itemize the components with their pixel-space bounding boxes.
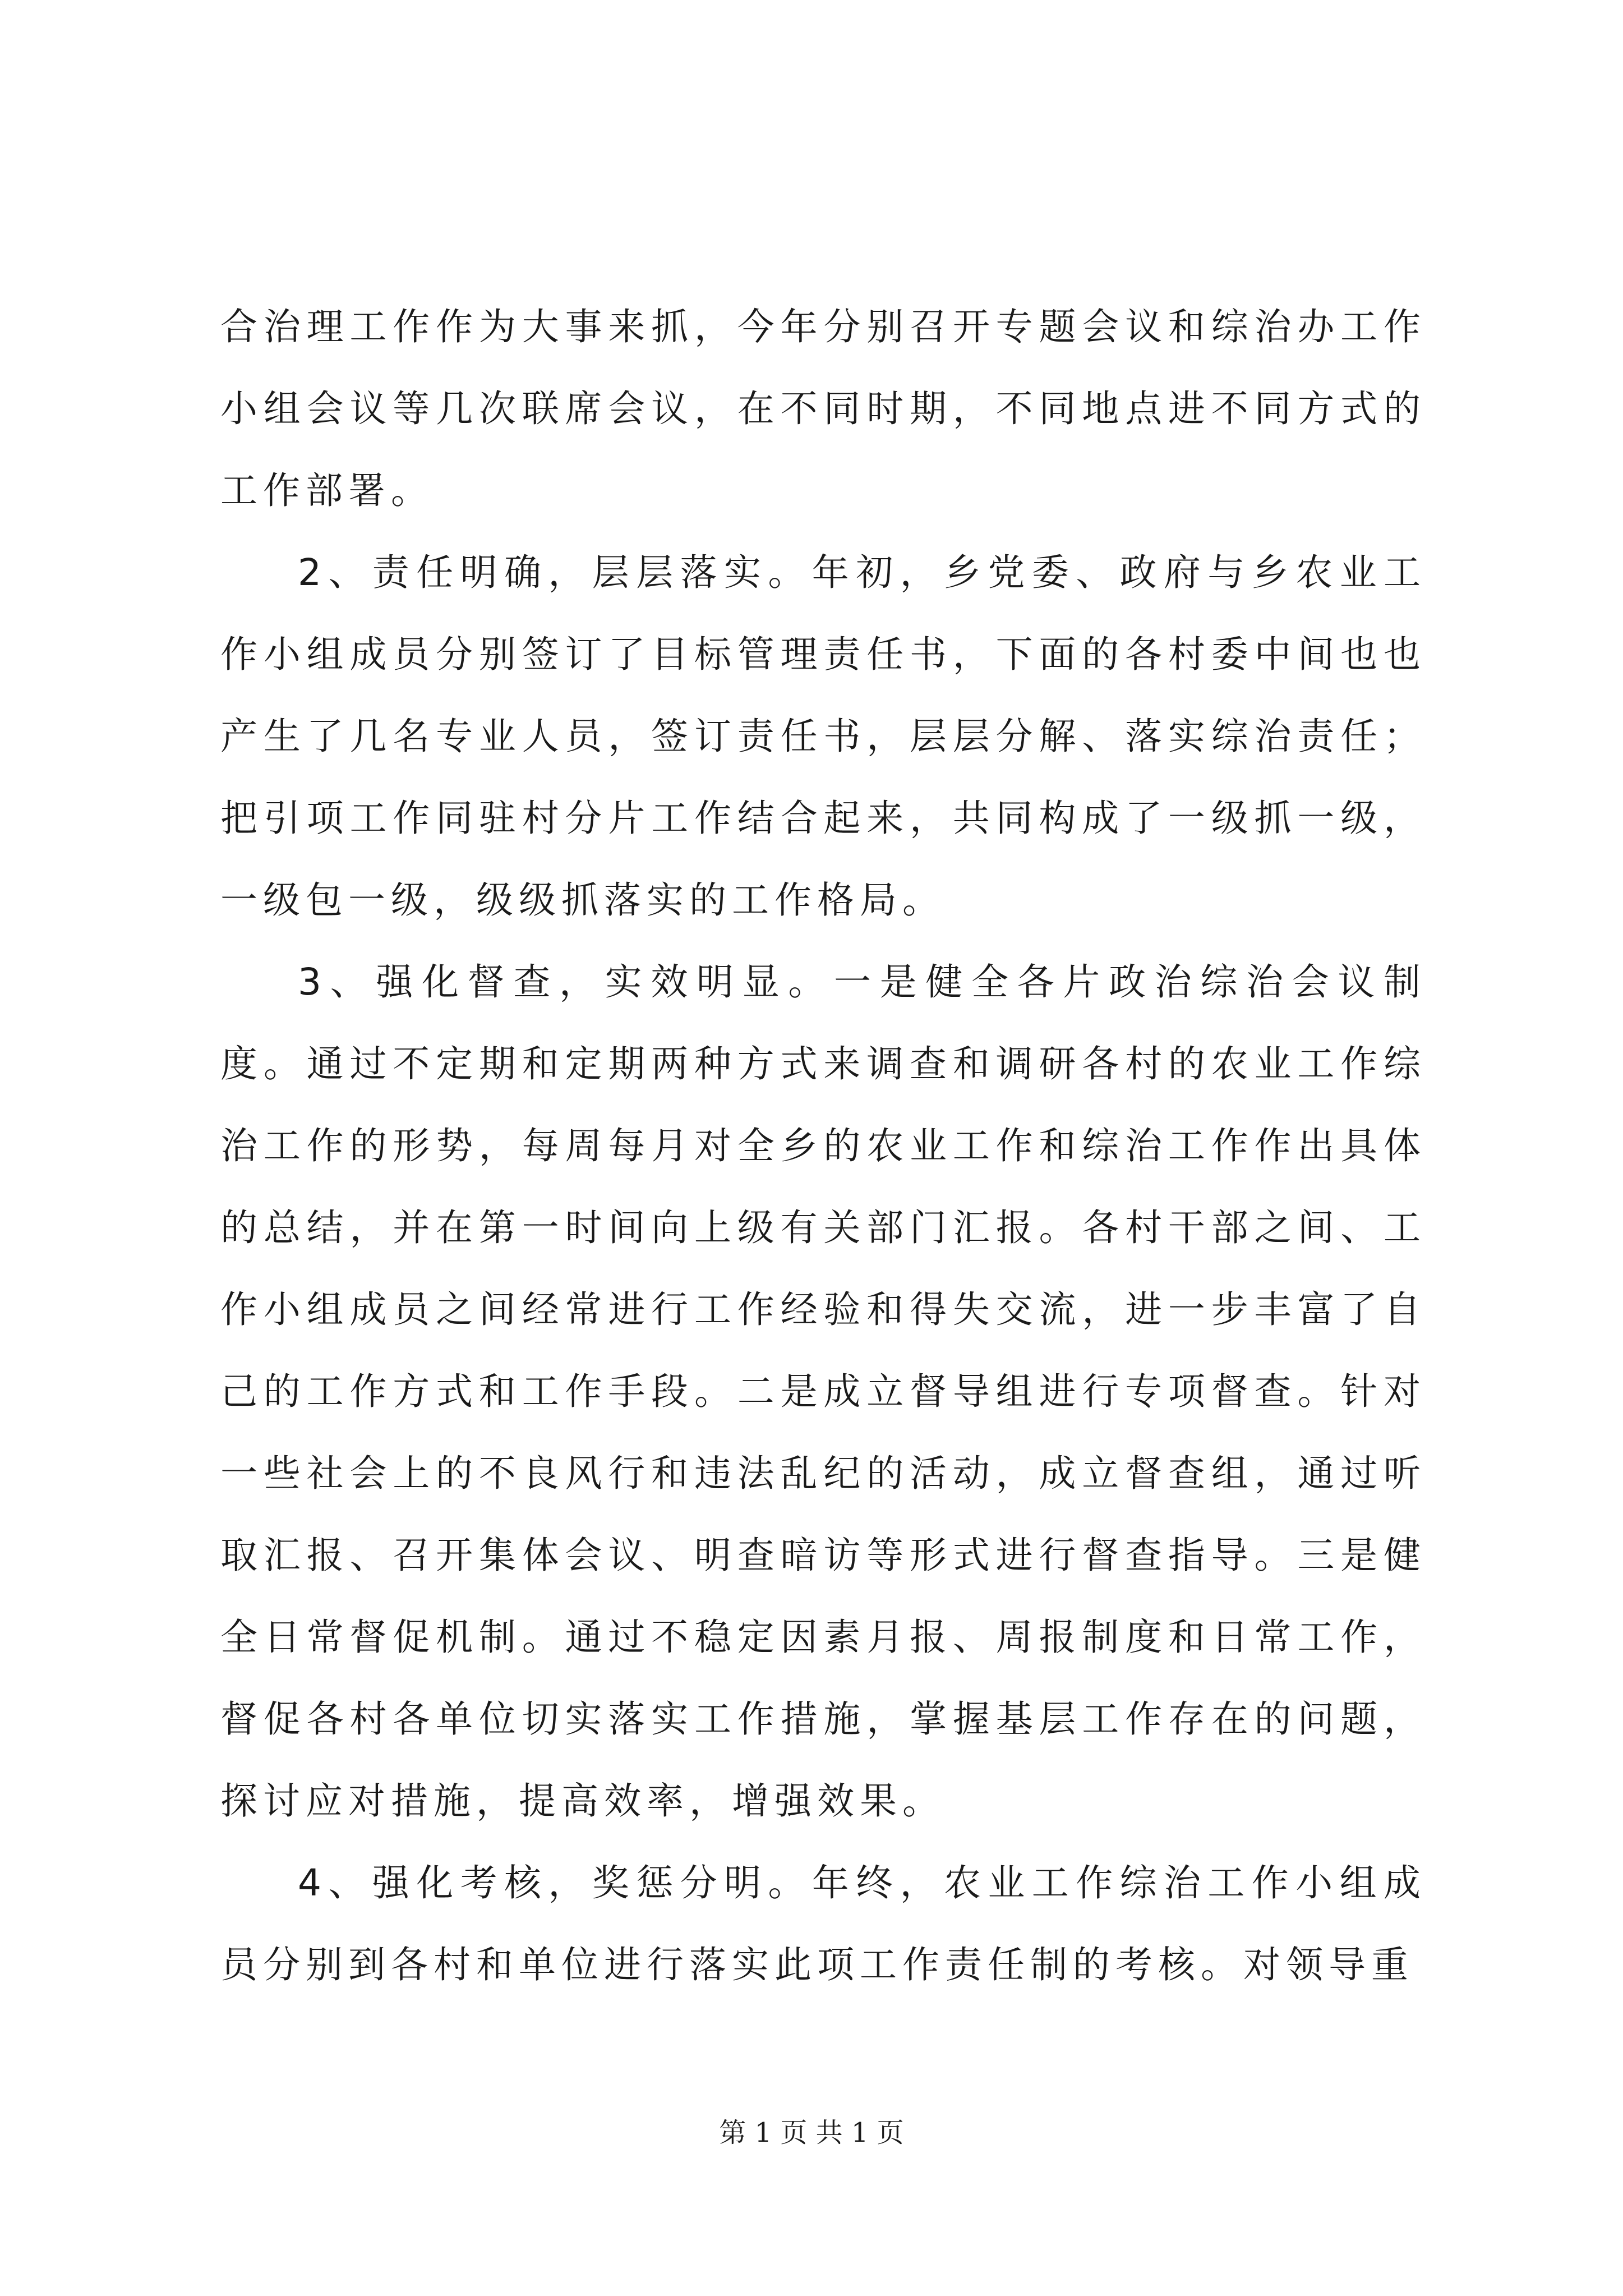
paragraph-continuation: 合治理工作作为大事来抓，今年分别召开专题会议和综治办工作小组会议等几次联席会议，在不同时期，不同地点进不同方式的工作部署。: [220, 305, 1426, 512]
paragraph-item-4: 4、强化考核，奖惩分明。年终，农业工作综治工作小组成员分别到各村和单位进行落实此项工作责任制的考核。对领导重: [220, 1861, 1426, 1986]
page-number-footer: 第 1 页 共 1 页: [719, 2117, 904, 2148]
paragraph-item-2: 2、责任明确，层层落实。年初，乡党委、政府与乡农业工作小组成员分别签订了目标管理责任书，下面的各村委中间也也产生了几名专业人员，签订责任书，层层分解、落实综治责任；把引项工作同驻村分片工作结合起来，共同构成了一级抓一级，一级包一级，级级抓落实的工作格局。: [220, 551, 1426, 922]
document-body: [220, 286, 1426, 2006]
paragraph-item-3: 3、强化督查，实效明显。一是健全各片政治综治会议制度。通过不定期和定期两种方式来调查和调研各村的农业工作综治工作的形势，每周每月对全乡的农业工作和综治工作作出具体的总结，并在第一时间向上级有关部门汇报。各村干部之间、工作小组成员之间经常进行工作经验和得失交流，进一步丰富了自己的工作方式和工作手段。二是成立督导组进行专项督查。针对一些社会上的不良风行和违法乱纪的活动，成立督查组，通过听取汇报、召开集体会议、明查暗访等形式进行督查指导。三是健全日常督促机制。通过不稳定因素月报、周报制度和日常工作，督促各村各单位切实落实工作措施，掌握基层工作存在的问题，探讨应对措施，提高效率，增强效果。: [220, 960, 1426, 1823]
